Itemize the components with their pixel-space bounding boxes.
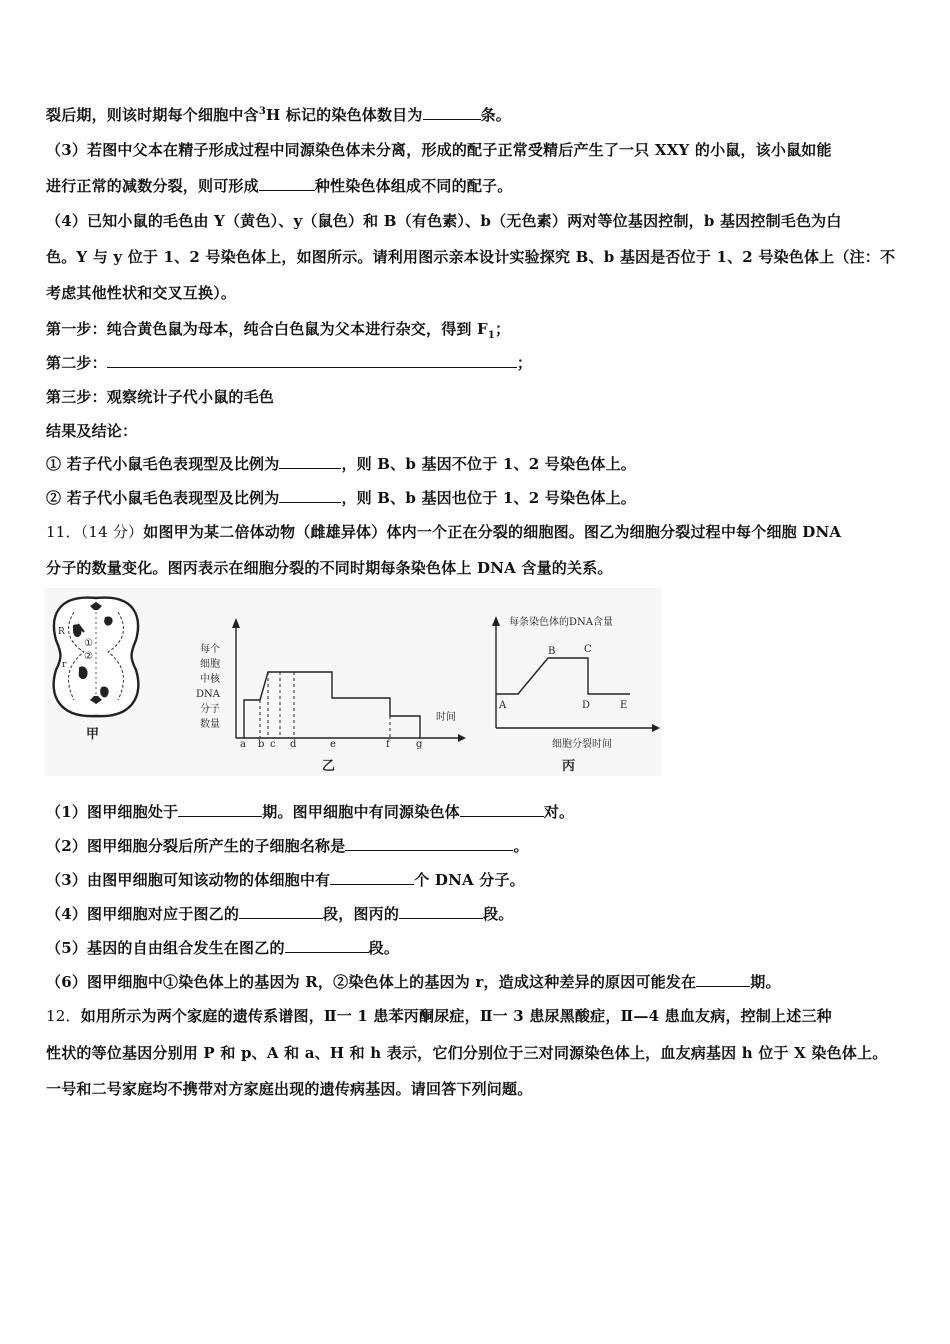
text: 条。 bbox=[480, 106, 511, 124]
text: 期。 bbox=[750, 973, 781, 991]
caption-jia: 甲 bbox=[86, 727, 100, 742]
answer-blank[interactable] bbox=[460, 802, 544, 817]
chart-yi bbox=[196, 618, 466, 774]
answer-blank[interactable] bbox=[423, 105, 481, 120]
tick-label-g: g bbox=[416, 739, 423, 750]
sub-question-6 bbox=[46, 971, 781, 992]
question-11-line-1 bbox=[46, 521, 841, 542]
point-label-B: B bbox=[548, 646, 556, 657]
answer-blank[interactable] bbox=[107, 353, 517, 368]
text: 段。 bbox=[483, 905, 514, 923]
text: （6）图甲细胞中①染色体上的基因为 R，②染色体上的基因为 r，造成这种差异的原因可能发在 bbox=[46, 973, 697, 991]
text: （3）由图甲细胞可知该动物的体细胞中有 bbox=[46, 871, 331, 889]
answer-blank[interactable] bbox=[330, 870, 414, 885]
text: （2）图甲细胞分裂后所产生的子细胞名称是 bbox=[46, 837, 346, 855]
text: 段。 bbox=[368, 939, 400, 957]
text-line-8 bbox=[46, 352, 532, 373]
y-label-line: DNA bbox=[196, 689, 220, 700]
text: H 标记的染色体数目为 bbox=[265, 106, 423, 124]
text-line-3 bbox=[46, 175, 512, 196]
sub-question-2 bbox=[46, 835, 529, 856]
text-line-10: 结果及结论： bbox=[46, 422, 138, 440]
chromosome-mark-2: ② bbox=[84, 651, 93, 662]
answer-blank[interactable] bbox=[279, 488, 341, 503]
point-label-C: C bbox=[584, 644, 592, 655]
text-line-1 bbox=[46, 104, 511, 125]
text: 。 bbox=[513, 837, 529, 855]
text-line-9: 第三步：观察统计子代小鼠的毛色 bbox=[46, 388, 275, 406]
text: ； bbox=[516, 354, 533, 372]
question-12-line-3: 一号和二号家庭均不携带对方家庭出现的遗传病基因。请回答下列问题。 bbox=[46, 1080, 533, 1098]
y-label-line: 每个 bbox=[200, 644, 220, 655]
gene-label-r: r bbox=[62, 660, 67, 670]
point-label-D: D bbox=[582, 700, 591, 711]
answer-blank[interactable] bbox=[345, 836, 513, 851]
x-label: 细胞分裂时间 bbox=[552, 739, 612, 750]
tick-label-a: a bbox=[240, 739, 246, 750]
text: ① 若子代小鼠毛色表现型及比例为 bbox=[46, 455, 280, 473]
chart-bing bbox=[492, 615, 660, 774]
y-label: 每条染色体的DNA含量 bbox=[509, 617, 613, 628]
text: 对。 bbox=[543, 803, 575, 821]
point-label-E: E bbox=[620, 700, 628, 711]
text: 种性染色体组成不同的配子。 bbox=[314, 177, 513, 195]
superscript: 3 bbox=[258, 106, 266, 117]
text-line-12 bbox=[46, 487, 636, 508]
text-line-2: （3）若图中父本在精子形成过程中同源染色体未分离，形成的配子正常受精后产生了一只 XXY 的小鼠，该小鼠如能 bbox=[46, 141, 832, 159]
question-12-line-2: 性状的等位基因分别用 P 和 p、A 和 a、H 和 h 表示，它们分别位于三对同源染色体上，血友病基因 h 位于 X 染色体上。 bbox=[46, 1044, 888, 1062]
y-label-line: 分子 bbox=[200, 704, 220, 715]
tick-label-d: d bbox=[290, 739, 297, 750]
question-number: 11．（14 分） bbox=[46, 523, 144, 541]
point-label-A: A bbox=[499, 700, 507, 711]
text-line-7 bbox=[46, 318, 510, 341]
y-label-line: 中核 bbox=[200, 674, 220, 685]
answer-blank[interactable] bbox=[399, 904, 483, 919]
sub-question-5 bbox=[46, 937, 399, 958]
text: ② 若子代小鼠毛色表现型及比例为 bbox=[46, 489, 280, 507]
y-label-line: 数量 bbox=[200, 719, 220, 730]
text: ，则 B、b 基因不位于 1、2 号染色体上。 bbox=[341, 455, 636, 473]
text: 第一步：纯合黄色鼠为母本，纯合白色鼠为父本进行杂交，得到 F bbox=[46, 320, 488, 338]
tick-label-b: b bbox=[258, 739, 265, 750]
answer-blank[interactable] bbox=[239, 904, 323, 919]
text: 如用所示为两个家庭的遗传系谱图，Ⅱ一 1 患苯丙酮尿症，Ⅱ一 3 患尿黑酸症，Ⅱ—4 患血友病，控制上述三种 bbox=[80, 1007, 832, 1025]
sub-question-1 bbox=[46, 801, 574, 822]
dna-curve bbox=[244, 672, 420, 738]
x-label: 时间 bbox=[436, 712, 456, 723]
text-line-11 bbox=[46, 453, 636, 474]
question-12-line-1 bbox=[46, 1005, 832, 1026]
figure-panel bbox=[44, 588, 662, 776]
answer-blank[interactable] bbox=[285, 938, 369, 953]
text-line-4: （4）已知小鼠的毛色由 Y（黄色）、y（鼠色）和 B（有色素）、b（无色素）两对等位基因控制，b 基因控制毛色为白 bbox=[46, 212, 842, 230]
x-axis-arrow bbox=[458, 734, 466, 742]
cell-diagram-jia bbox=[54, 598, 139, 742]
text: ，则 B、b 基因也位于 1、2 号染色体上。 bbox=[341, 489, 636, 507]
text: 第二步： bbox=[46, 354, 107, 372]
text: 裂后期，则该时期每个细胞中含 bbox=[46, 106, 259, 124]
answer-blank[interactable] bbox=[279, 454, 341, 469]
answer-blank[interactable] bbox=[696, 972, 750, 987]
caption-yi: 乙 bbox=[322, 759, 336, 774]
answer-blank[interactable] bbox=[178, 802, 262, 817]
text: 段，图丙的 bbox=[323, 905, 400, 923]
answer-blank[interactable] bbox=[259, 176, 315, 191]
y-label-line: 细胞 bbox=[200, 659, 220, 670]
text: 期。图甲细胞中有同源染色体 bbox=[262, 803, 460, 821]
figure-svg bbox=[44, 588, 662, 776]
sub-question-4 bbox=[46, 903, 513, 924]
sub-question-3 bbox=[46, 869, 525, 890]
text: ； bbox=[495, 320, 511, 338]
chromosome-mark-1: ① bbox=[84, 638, 93, 649]
tick-label-c: c bbox=[270, 739, 276, 750]
dna-curve bbox=[496, 658, 630, 694]
y-axis-arrow bbox=[232, 618, 240, 628]
tick-label-e: e bbox=[330, 739, 336, 750]
text-line-5: 色。Y 与 y 位于 1、2 号染色体上，如图所示。请利用图示亲本设计实验探究 B、b 基因是否位于 1、2 号染色体上（注：不 bbox=[46, 248, 896, 266]
tick-label-f: f bbox=[386, 739, 390, 750]
caption-bing: 丙 bbox=[562, 759, 576, 774]
text: 如图甲为某二倍体动物（雌雄异体）体内一个正在分裂的细胞图。图乙为细胞分裂过程中每个细胞 DNA bbox=[143, 523, 842, 541]
question-11-line-2: 分子的数量变化。图丙表示在细胞分裂的不同时期每条染色体上 DNA 含量的关系。 bbox=[46, 559, 613, 577]
text: （4）图甲细胞对应于图乙的 bbox=[46, 905, 240, 923]
text: （1）图甲细胞处于 bbox=[46, 803, 179, 821]
question-number: 12． bbox=[46, 1007, 81, 1025]
subscript: 1 bbox=[487, 330, 496, 341]
gene-label-R: R bbox=[58, 627, 65, 637]
y-axis-arrow bbox=[492, 616, 500, 626]
text: 个 DNA 分子。 bbox=[414, 871, 525, 889]
x-axis-arrow bbox=[652, 724, 660, 732]
text-line-6: 考虑其他性状和交叉互换）。 bbox=[46, 284, 237, 302]
text: 进行正常的减数分裂，则可形成 bbox=[46, 177, 259, 195]
text: （5）基因的自由组合发生在图乙的 bbox=[46, 939, 285, 957]
